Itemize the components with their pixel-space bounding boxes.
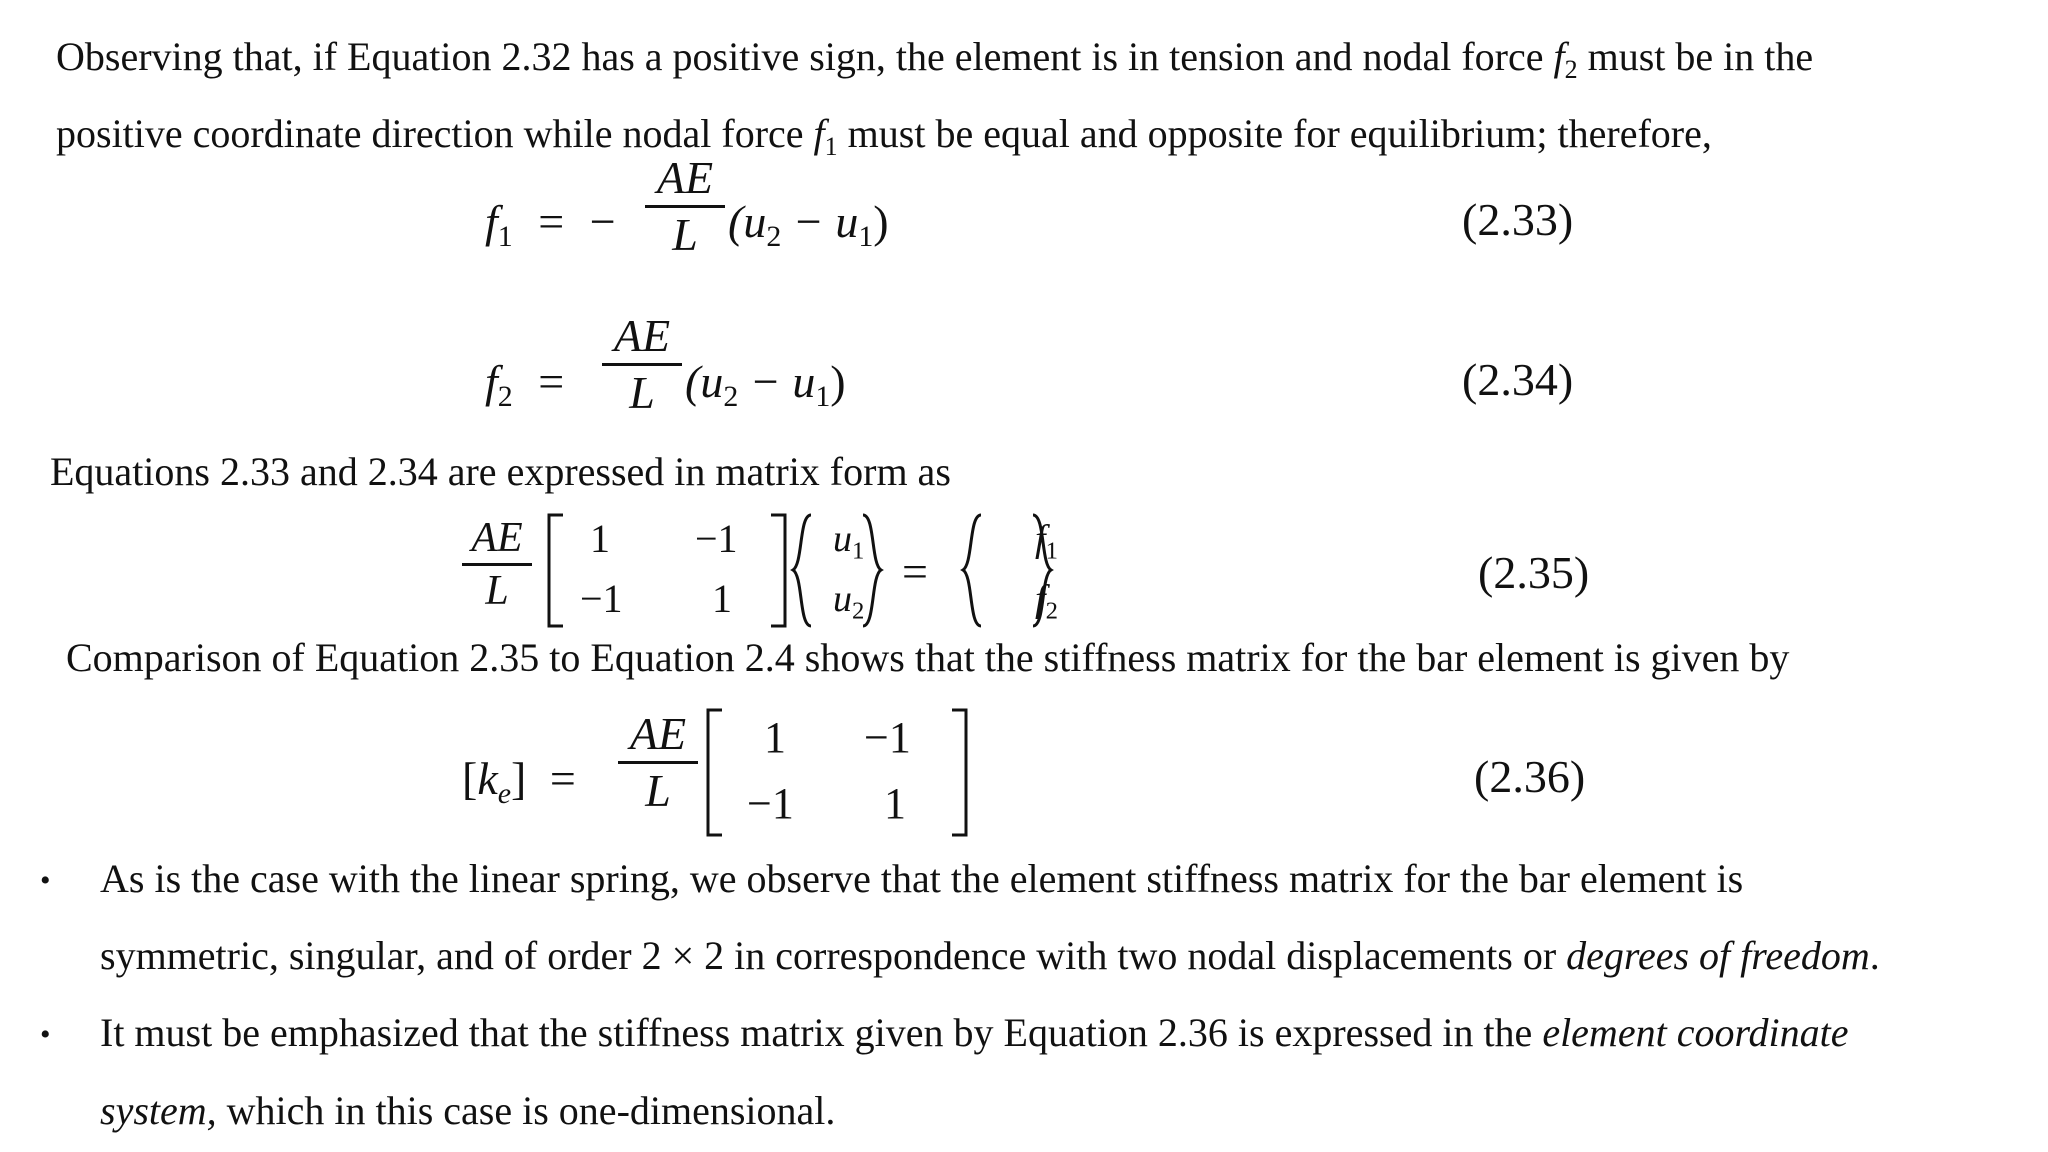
bullet-2-line-1 [100, 1009, 1849, 1057]
eq234-numerator: AE [613, 310, 671, 361]
eq234-close-paren: ) [830, 356, 846, 407]
eq235-f2 [1035, 577, 1058, 625]
eq235-u1-sub: 1 [852, 537, 865, 565]
eq233-equals: = [538, 196, 565, 247]
eq234-lhs [485, 355, 564, 414]
eq235-numerator: AE [471, 515, 523, 561]
eq235-m12: −1 [695, 516, 738, 561]
f1-symbol: f [813, 111, 825, 156]
bullet-1-line-1: As is the case with the linear spring, we observe that the element stiffness matrix for the bar element is [100, 856, 1744, 901]
f1-subscript: 1 [824, 131, 838, 161]
eq235-denominator: L [485, 568, 509, 614]
eq236-close-bracket: ] [511, 753, 527, 804]
eq236-k-sub: e [497, 776, 512, 810]
eq236-equals: = [549, 753, 576, 804]
intro-text-d: must be equal and opposite for equilibrium; therefore, [837, 111, 1712, 156]
bullet-2-italic-2: system, [100, 1088, 217, 1133]
bullet-1-italic: degrees of freedom [1566, 933, 1870, 978]
eq235-u2-symbol: u [833, 578, 852, 620]
eq235-m21: −1 [580, 576, 623, 621]
eq234-rhs [685, 355, 846, 414]
eq235-fraction [462, 517, 532, 612]
bullet-1-line-2-text: symmetric, singular, and of order 2 × 2 in correspondence with two nodal displacements or [100, 933, 1567, 978]
eq233-u1-sub: 1 [858, 219, 874, 253]
eq235-f1-sub: 1 [1045, 537, 1058, 565]
eq235-equals: = [902, 546, 928, 597]
intro-text-c: positive coordinate direction while nodal force [56, 111, 814, 156]
eq236-lhs [462, 752, 576, 811]
eq236-fraction [618, 708, 698, 816]
eq235-m11: 1 [590, 516, 610, 561]
eq235-f1-symbol: f [1035, 518, 1046, 560]
eq233-lhs [485, 195, 616, 254]
eq233-minus: − [589, 196, 616, 247]
eq235-f1 [1035, 517, 1058, 565]
eq234-equals: = [538, 356, 565, 407]
eq234-f: f [485, 356, 498, 407]
eq234-fraction [602, 310, 682, 418]
eq234-minus-u1: − u [738, 356, 816, 407]
eq235-u2-sub: 2 [852, 597, 865, 625]
eq234-f-sub: 2 [497, 379, 513, 413]
eq233-number: (2.33) [1462, 194, 1574, 245]
bullet-1-line-2 [100, 932, 1880, 980]
bullet-2-italic-1: element coordinate [1542, 1010, 1849, 1055]
eq236-m12: −1 [864, 713, 911, 762]
eq235-u2 [833, 577, 864, 625]
eq233-paren-u2: (u [728, 196, 767, 247]
eq235-fraction-bar [462, 563, 532, 566]
eq236-denominator: L [645, 765, 671, 816]
eq234-fraction-bar [602, 363, 682, 366]
eq233-denominator: L [672, 209, 698, 260]
eq233-u2-sub: 2 [766, 219, 782, 253]
matrix-intro: Equations 2.33 and 2.34 are expressed in matrix form as [50, 449, 951, 494]
bullet-2-line-2 [100, 1087, 835, 1135]
eq236-k: k [477, 753, 498, 804]
eq236-fraction-bar [618, 761, 698, 764]
f2-subscript: 2 [1564, 54, 1578, 84]
eq233-close-paren: ) [873, 196, 889, 247]
eq233-f-sub: 1 [497, 219, 513, 253]
eq236-brackets [700, 707, 980, 839]
f2-symbol: f [1553, 34, 1565, 79]
eq233-fraction-bar [645, 205, 725, 208]
intro-line-1 [56, 33, 1813, 94]
eq236-m22: 1 [884, 779, 906, 828]
eq233-minus-u1: − u [781, 196, 859, 247]
eq234-u2-sub: 2 [723, 379, 739, 413]
eq233-rhs [728, 195, 889, 254]
eq235-m22: 1 [712, 576, 732, 621]
eq235-number: (2.35) [1478, 547, 1590, 598]
eq236-open-bracket: [ [462, 753, 478, 804]
bullet-1-period: . [1869, 933, 1880, 978]
eq236-m21: −1 [747, 779, 794, 828]
bullet-2-line-1-text: It must be emphasized that the stiffness matrix given by Equation 2.36 is expressed in the [100, 1010, 1543, 1055]
bullet-2-line-2-text: which in this case is one-dimensional. [216, 1088, 836, 1133]
comparison-text: Comparison of Equation 2.35 to Equation 2.4 shows that the stiffness matrix for the bar element is given by [66, 635, 1790, 680]
eq234-paren-u2: (u [685, 356, 724, 407]
intro-text-b: must be in the [1577, 34, 1814, 79]
eq234-denominator: L [629, 367, 655, 418]
bullet-icon: • [40, 1018, 51, 1051]
eq235-f2-symbol: f [1035, 578, 1046, 620]
eq235-u1 [833, 517, 864, 565]
eq236-m11: 1 [764, 713, 786, 762]
intro-text-a: Observing that, if Equation 2.32 has a positive sign, the element is in tension and nodal force [56, 34, 1554, 79]
intro-line-2 [56, 110, 1712, 171]
eq234-number: (2.34) [1462, 354, 1574, 405]
eq233-f: f [485, 196, 498, 247]
eq235-u1-symbol: u [833, 518, 852, 560]
bullet-icon: • [40, 864, 51, 897]
eq233-fraction [645, 152, 725, 260]
eq236-number: (2.36) [1474, 751, 1586, 802]
eq236-numerator: AE [629, 708, 687, 759]
eq235-f2-sub: 2 [1045, 597, 1058, 625]
eq233-numerator: AE [656, 152, 714, 203]
eq234-u1-sub: 1 [815, 379, 831, 413]
